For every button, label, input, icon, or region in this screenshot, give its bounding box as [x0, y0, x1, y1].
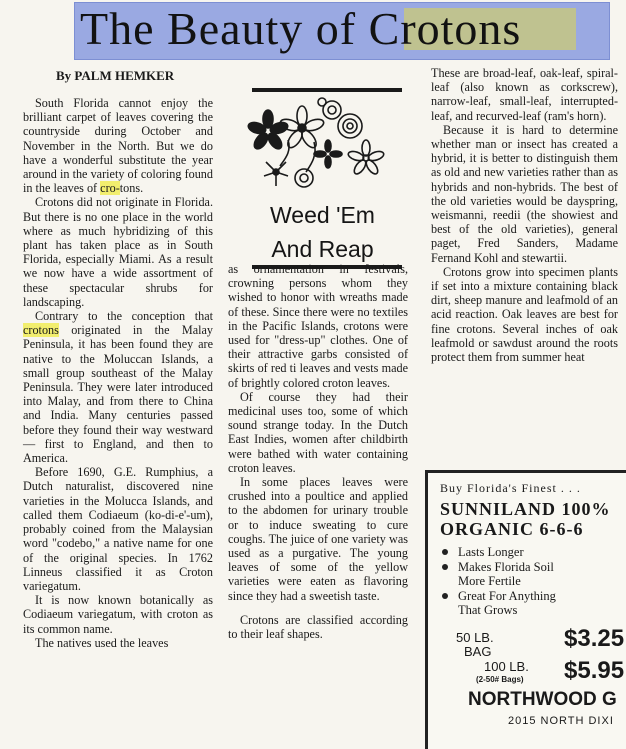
bags-note: (2-50# Bags): [476, 675, 524, 684]
paragraph: Because it is hard to determine whether man or insect has created a hybrid, it is better to distinguish them as old and new varieties rather than as hybrids and non-hybrids. The best of the old varieties would be dayspring, weismanni, reedii (the showiest and best of the old varieties), general paget, Fred Sanders, Madame Fernand Kohl and stewartii.: [431, 122, 618, 265]
paragraph: It is now known botanically as Codiaeum variegatum, with croton as its common name.: [23, 593, 213, 636]
list-item: More Fertile: [458, 574, 521, 588]
list-item: That Grows: [458, 603, 518, 617]
price-50lb: $3.25: [564, 625, 625, 652]
fertilizer-advertisement: [425, 470, 626, 749]
byline: By PALM HEMKER: [56, 68, 175, 83]
size-100lb: 100 LB.: [484, 659, 529, 674]
sidebar-title: Weed 'Em And Reap: [270, 202, 375, 262]
ad-tagline: Buy Florida's Finest . . .: [440, 481, 581, 495]
paragraph: Before 1690, G.E. Rumphius, a Dutch naturalist, discovered nine varieties in the Molucca Islands, and called them Codiaeum (ko-di-e'-um), probably coined from the Malaysian word "codebo," a native name for one of the original species. In 1762 Linneus classified it as Croton variegatum.: [23, 465, 213, 593]
paragraph: In some places leaves were crushed into a poultice and applied to the abdomen for urinary trouble or to induce sweating to cure coughs. The juice of one variety was used as a purgative. The young leaves of some of the yellow varieties were eaten as flavoring since they had a sweetish taste.: [228, 475, 408, 603]
paragraph: South Florida cannot enjoy the brilliant carpet of leaves covering the countryside during October and November in the North. But we do have a wonderful substitute the year around in the variety of coloring found in the leaves of cro-tons.: [23, 96, 213, 196]
list-item: Makes Florida Soil: [442, 560, 556, 575]
ad-benefits-list: [442, 545, 556, 618]
paragraph: Crotons grow into specimen plants if set into a mixture containing black dirt, sheep manure and leafmold of an acid reaction. Oak leaves are best for fine crotons. Several inches of oak leafmold or sawdust around the roots protect them from summer heat: [431, 264, 618, 365]
paragraph: Contrary to the conception that crotons originated in the Malay Peninsula, it has been found they are native to the Moluccan Islands, a small group southeast of the Malay Peninsula. They were later introduced into Malay, and from there to China and India. Many centuries passed before they found their way westward — first to England, and then to America.: [23, 309, 213, 466]
bullet-icon: [442, 549, 448, 555]
bullet-icon: [442, 564, 448, 570]
article-column-3: [431, 66, 618, 364]
paragraph: as ornamentation in festivals, crowning persons whom they wished to honor with wreaths made of these. Since there were no textiles in the Pacific Islands, crotons were used for "dress-up" clothes. One of their attractive garbs consisted of skirts of red ti leaves and vests made of brightly colored croton leaves.: [228, 262, 408, 390]
article-column-2: [228, 262, 408, 641]
size-50lb: 50 LB.: [456, 630, 494, 645]
store-name: NORTHWOOD G: [468, 689, 617, 710]
size-bag: BAG: [464, 644, 492, 659]
sidebar-top-rule: [252, 88, 402, 92]
article-headline: The Beauty of Crotons: [80, 3, 522, 54]
paragraph: Crotons did not originate in Florida. But there is no one place in the world where as much hybridizing of this plant has taken place as in South Florida, especially Miami. As a result we now have a wide assortment of these spectacular shrubs for landscaping.: [23, 195, 213, 309]
flower-illustration: [244, 96, 394, 194]
ad-product: ORGANIC 6-6-6: [440, 519, 584, 539]
store-address: 2015 NORTH DIXI: [508, 715, 614, 727]
paragraph: Of course they had their medicinal uses too, some of which sound strange today. In the Dutch East Indies, women after childbirth were bathed with water containing croton leaves.: [228, 389, 408, 475]
list-item: Lasts Longer: [442, 545, 556, 560]
paragraph: Crotons are classified according to their leaf shapes.: [228, 612, 408, 642]
article-column-1: [23, 96, 213, 650]
list-item: Great For Anything: [442, 589, 556, 604]
price-100lb: $5.95: [564, 657, 625, 684]
paragraph: The natives used the leaves: [35, 635, 169, 650]
bullet-icon: [442, 593, 448, 599]
ad-brand: SUNNILAND 100%: [440, 499, 611, 519]
paragraph: These are broad-leaf, oak-leaf, spiral-leaf (also known as corkscrew), narrow-leaf, small-leaf, interrupted-leaf, and recurved-leaf (ram's horn).: [431, 66, 618, 123]
